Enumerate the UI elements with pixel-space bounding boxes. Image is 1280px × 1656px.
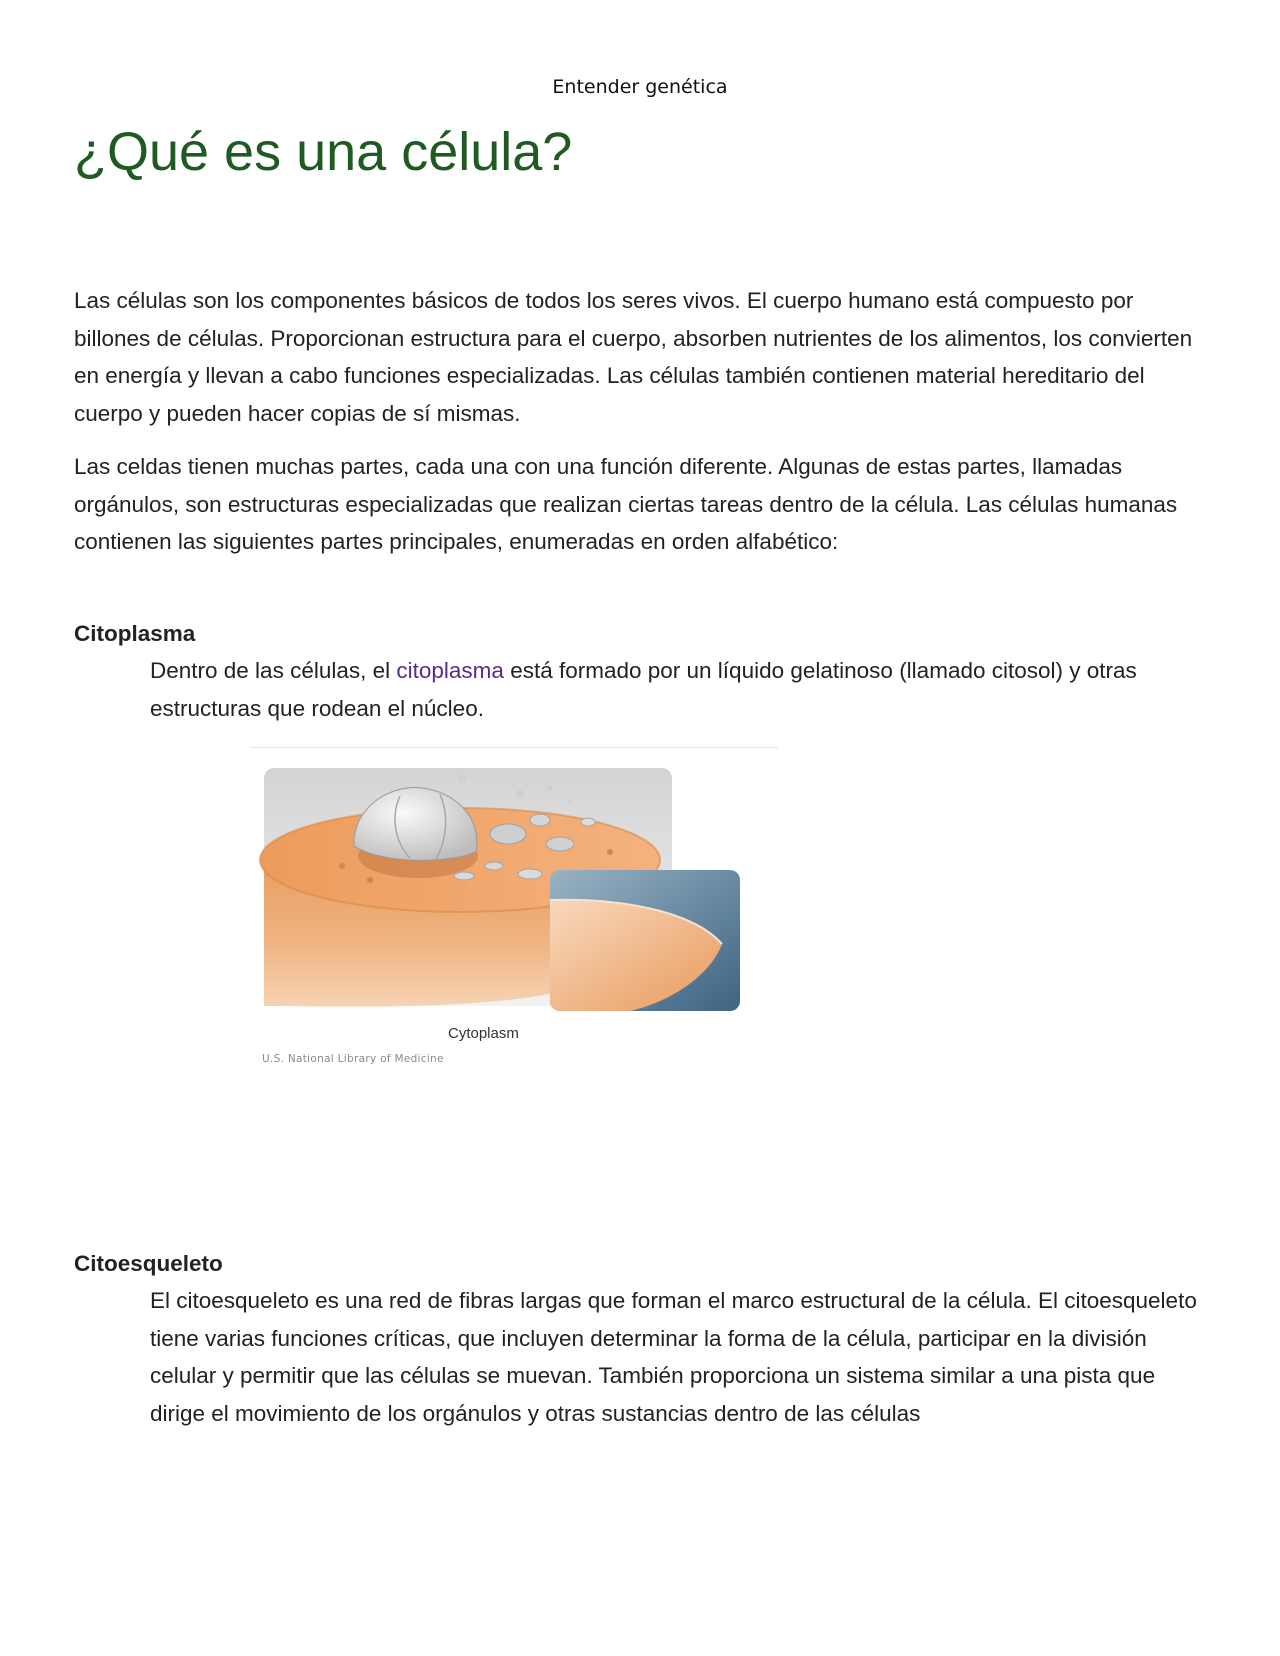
figure-credit: U.S. National Library of Medicine [262,1053,444,1065]
cytoplasm-figure [250,748,778,1068]
citoesqueleto-description: El citoesqueleto es una red de fibras largas que forman el marco estructural de la célula. El citoesqueleto tiene varias funciones críticas, que incluyen determinar la forma de la célula, participar en la división celular y permitir que las células se muevan. También proporciona un sistema similar a una pista que dirige el movimiento de los orgánulos y otras sustancias dentro de las células [150,1288,1197,1426]
citoplasma-link[interactable]: citoplasma [396,658,504,683]
intro-paragraph: Las células son los componentes básicos de todos los seres vivos. El cuerpo humano está compuesto por billones de células. Proporcionan estructura para el cuerpo, absorben nutrientes de los alimentos, los convierten en energía y llevan a cabo funciones especializadas. Las células también contienen material hereditario del cuerpo y pueden hacer copias de sí mismas. [74,288,1193,426]
parts-paragraph: Las celdas tienen muchas partes, cada una con una función diferente. Algunas de estas partes, llamadas orgánulos, son estructuras especializadas que realizan ciertas tareas dentro de la célula. Las células humanas contienen las siguientes partes principales, enumeradas en orden alfabético: [74,454,1178,554]
citoplasma-text-after: está formado por un líquido gelatinoso (llamado citosol) y otras estructuras que rodean el núcleo. [150,658,1137,721]
citoplasma-description [150,652,1210,727]
page-header: Entender genética [552,76,728,98]
page-title: ¿Qué es una célula? [74,122,573,182]
cytoplasm-illustration [250,748,778,1068]
section-heading-citoplasma: Citoplasma [74,621,196,646]
citoplasma-text-before: Dentro de las células, el [150,658,397,683]
section-heading-citoesqueleto: Citoesqueleto [74,1251,223,1276]
figure-label: Cytoplasm [448,1025,519,1042]
